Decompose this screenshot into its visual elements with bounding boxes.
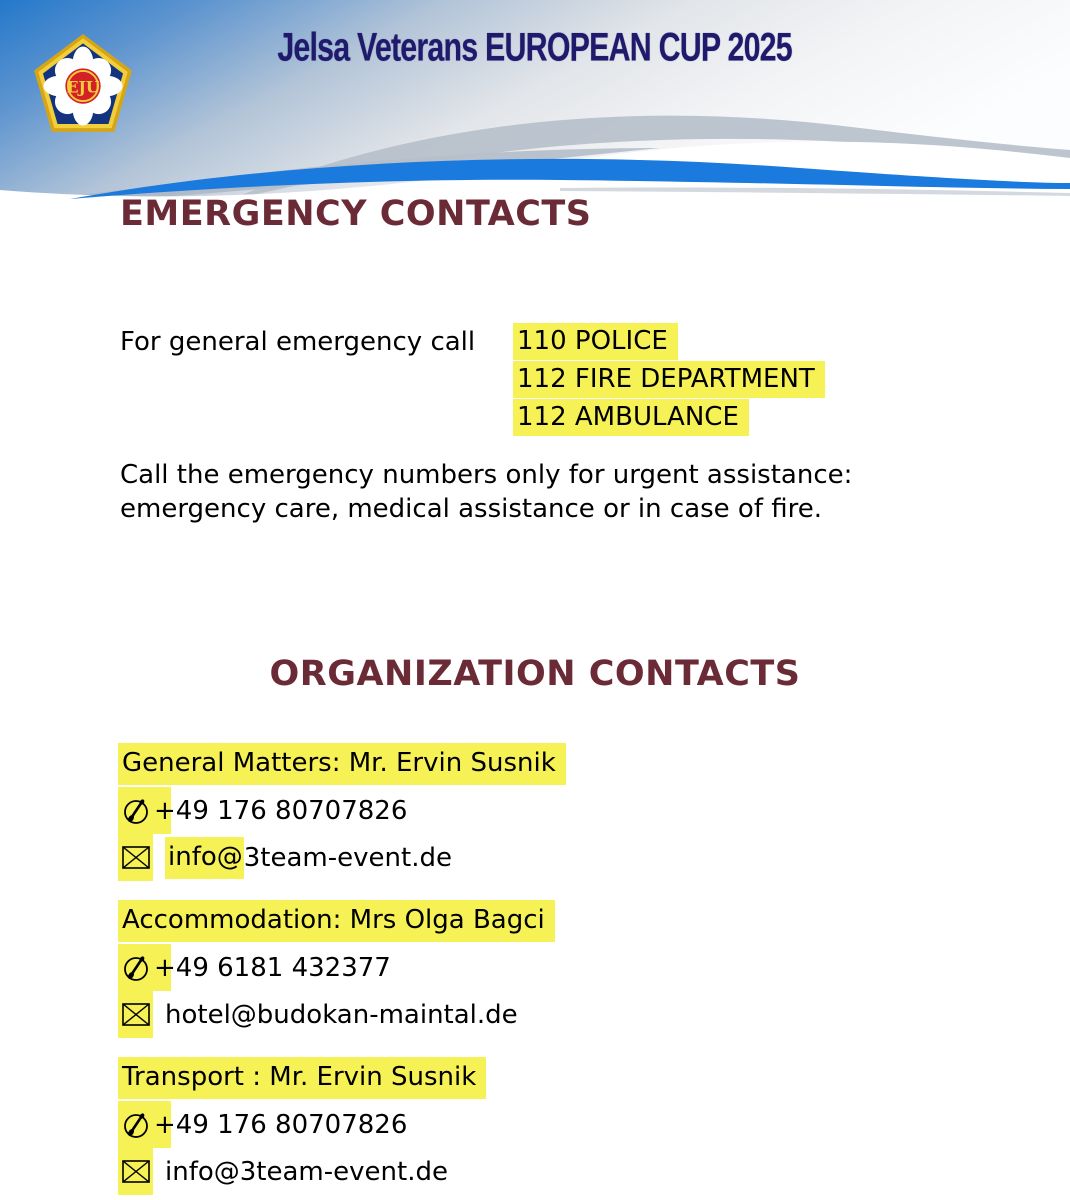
contact-block-general-matters: [118, 740, 566, 881]
organization-contacts-list: [118, 740, 566, 1200]
envelope-highlight: [118, 991, 153, 1038]
emergency-number-ambulance: 112 AMBULANCE: [513, 399, 749, 436]
email-address: hotel@budokan-maintal.de: [165, 999, 518, 1030]
email-address: info@3team-event.de: [165, 1156, 448, 1187]
contact-role: Accommodation: Mrs Olga Bagci: [118, 900, 555, 942]
emergency-note: [120, 458, 960, 526]
phone-icon: [123, 1110, 149, 1140]
envelope-highlight: [118, 1148, 153, 1195]
emergency-intro-text: For general emergency call: [120, 327, 476, 357]
phone-number: +49 176 80707826: [154, 1109, 408, 1140]
contact-block-accommodation: [118, 897, 566, 1038]
envelope-icon: [122, 846, 150, 869]
envelope-highlight: [118, 834, 153, 881]
envelope-icon: [122, 1003, 150, 1026]
contact-role: General Matters: Mr. Ervin Susnik: [118, 743, 566, 785]
contact-role: Transport : Mr. Ervin Susnik: [118, 1057, 486, 1099]
logo-monogram: EJU: [66, 77, 100, 97]
phone-icon: [123, 796, 149, 826]
emergency-note-line2: emergency care, medical assistance or in case of fire.: [120, 494, 823, 524]
emergency-numbers-list: [513, 323, 825, 437]
emergency-number-police: 110 POLICE: [513, 323, 678, 360]
organization-contacts-heading: ORGANIZATION CONTACTS: [269, 654, 801, 694]
phone-icon: [123, 953, 149, 983]
emergency-contacts-heading: EMERGENCY CONTACTS: [120, 194, 592, 234]
emergency-note-line1: Call the emergency numbers only for urgent assistance:: [120, 460, 853, 490]
page-title: Jelsa Veterans EUROPEAN CUP 2025: [277, 26, 793, 71]
page-header: [0, 0, 1070, 200]
envelope-icon: [122, 1160, 150, 1183]
email-address: 3team-event.de: [243, 842, 452, 873]
contact-block-transport: [118, 1054, 566, 1195]
email-highlighted-part: info@: [165, 837, 244, 879]
phone-number: +49 6181 432377: [154, 952, 391, 983]
phone-number: +49 176 80707826: [154, 795, 408, 826]
emergency-number-fire: 112 FIRE DEPARTMENT: [513, 361, 825, 398]
